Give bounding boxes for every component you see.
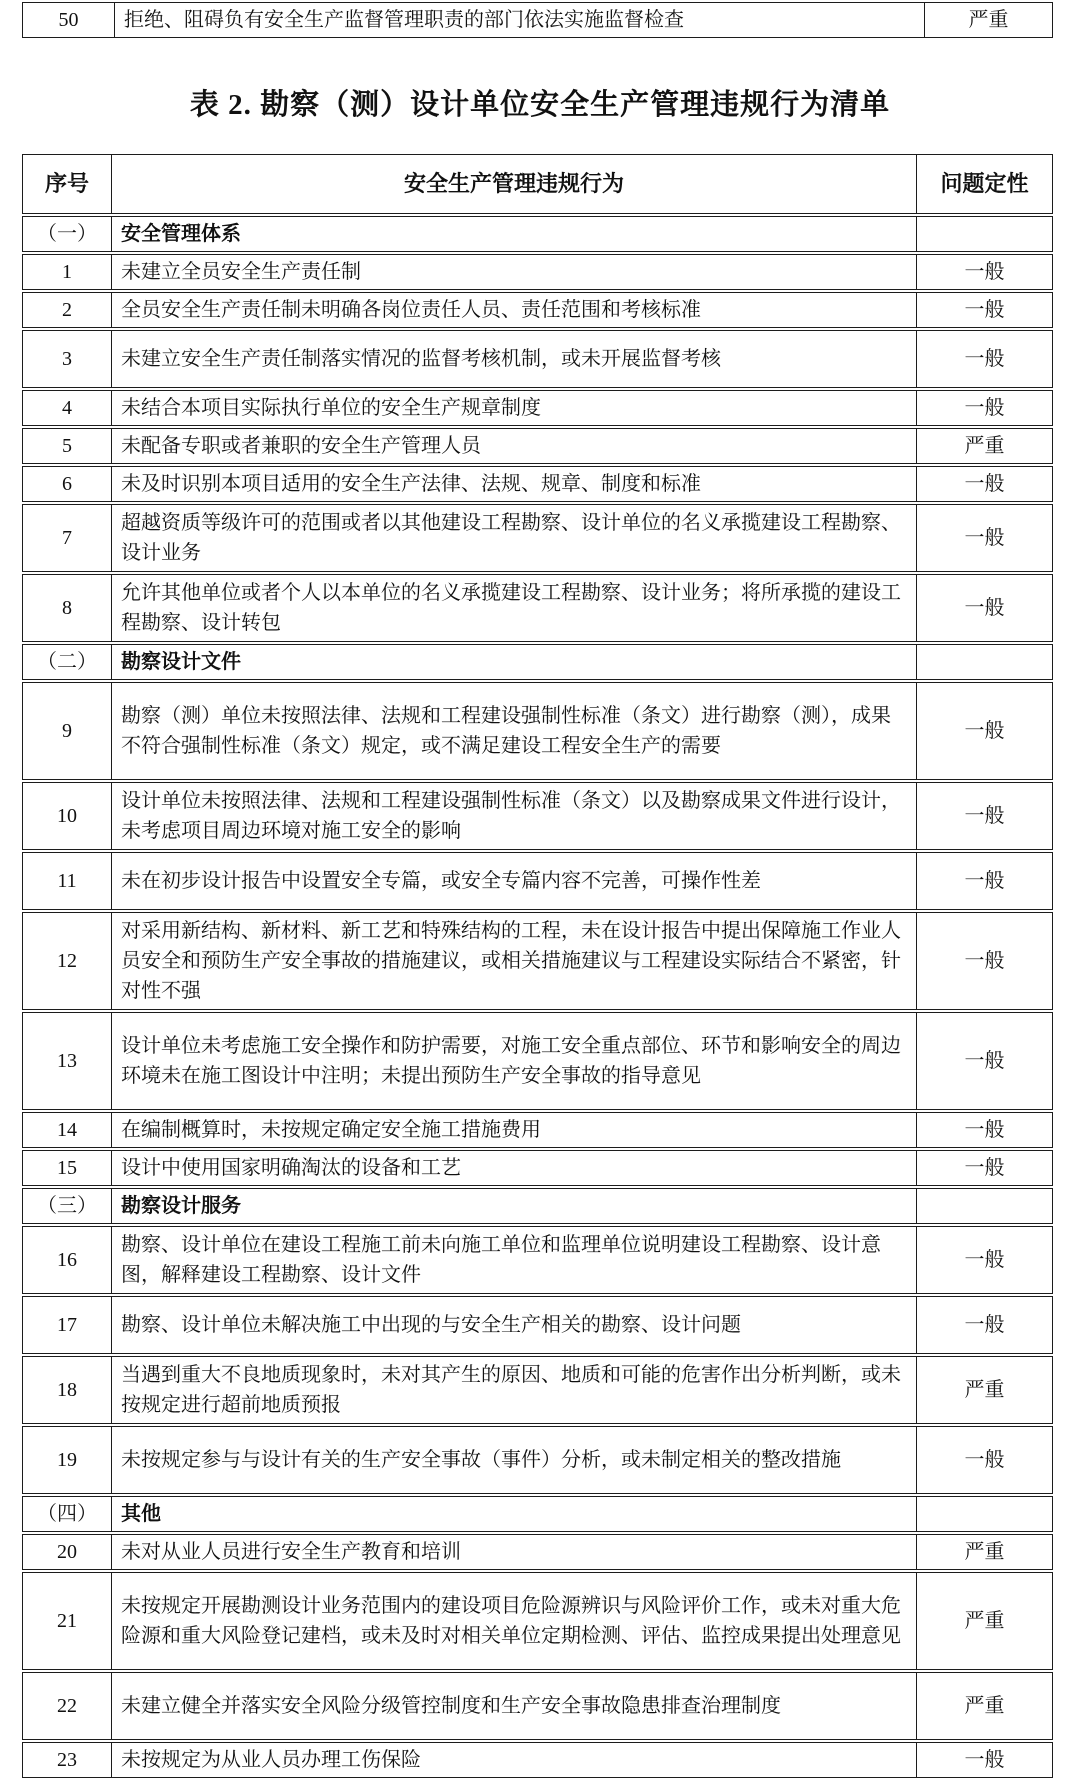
cell-violation: 全员安全生产责任制未明确各岗位责任人员、责任范围和考核标准 [112,292,917,328]
violations-table [22,152,1053,1780]
cell-seq: 8 [22,574,112,642]
cell-rating: 一般 [917,682,1053,780]
col-header-rating: 问题定性 [917,154,1053,214]
cell-violation: 超越资质等级许可的范围或者以其他建设工程勘察、设计单位的名义承揽建设工程勘察、设计业务 [112,504,917,572]
cell-violation: 勘察（测）单位未按照法律、法规和工程建设强制性标准（条文）进行勘察（测），成果不符合强制性标准（条文）规定，或不满足建设工程安全生产的需要 [112,682,917,780]
header-row [22,154,1053,214]
table1-last-row [22,2,1053,38]
cell-seq: 23 [22,1742,112,1778]
table-row [22,852,1053,910]
cell-seq: 18 [22,1356,112,1424]
cell-section-title: 其他 [112,1496,917,1532]
cell-rating: 一般 [917,852,1053,910]
cell-violation: 勘察、设计单位未解决施工中出现的与安全生产相关的勘察、设计问题 [112,1296,917,1354]
cell-rating [917,644,1053,680]
cell-violation: 未按规定参与与设计有关的生产安全事故（事件）分析，或未制定相关的整改措施 [112,1426,917,1494]
cell-rating: 一般 [917,782,1053,850]
col-header-violation: 安全生产管理违规行为 [112,154,917,214]
section-row [22,1188,1053,1224]
cell-seq: 4 [22,390,112,426]
cell-seq: 12 [22,912,112,1010]
cell-violation: 允许其他单位或者个人以本单位的名义承揽建设工程勘察、设计业务；将所承揽的建设工程勘察、设计转包 [112,574,917,642]
cell-rating: 一般 [917,1226,1053,1294]
cell-seq: 16 [22,1226,112,1294]
cell-seq: （二） [22,644,112,680]
cell-rating [917,216,1053,252]
cell-seq: 21 [22,1572,112,1670]
table-row [22,330,1053,388]
cell-rating: 严重 [917,428,1053,464]
cell-seq: 19 [22,1426,112,1494]
table-row [22,504,1053,572]
cell-violation: 未在初步设计报告中设置安全专篇，或安全专篇内容不完善，可操作性差 [112,852,917,910]
cell-rating: 严重 [917,1356,1053,1424]
cell-seq: 9 [22,682,112,780]
cell-rating: 一般 [917,1296,1053,1354]
cell-section-title: 勘察设计服务 [112,1188,917,1224]
cell-violation: 未及时识别本项目适用的安全生产法律、法规、规章、制度和标准 [112,466,917,502]
cell-rating: 严重 [917,1534,1053,1570]
cell-rating: 一般 [917,574,1053,642]
cell-rating: 一般 [917,466,1053,502]
page-title: 表 2. 勘察（测）设计单位安全生产管理违规行为清单 [189,89,891,121]
cell-violation: 设计单位未按照法律、法规和工程建设强制性标准（条文）以及勘察成果文件进行设计，未考虑项目周边环境对施工安全的影响 [112,782,917,850]
section-row [22,1496,1053,1532]
cell-violation: 拒绝、阻碍负有安全生产监督管理职责的部门依法实施监督检查 [115,2,925,38]
table-row [22,682,1053,780]
cell-seq: 3 [22,330,112,388]
cell-violation: 勘察、设计单位在建设工程施工前未向施工单位和监理单位说明建设工程勘察、设计意图，解释建设工程勘察、设计文件 [112,1226,917,1294]
cell-rating: 一般 [917,1426,1053,1494]
table-row [22,1226,1053,1294]
table1-last-row-table [22,0,1053,40]
violations-table-wrap [22,152,1053,1780]
table-row [22,292,1053,328]
cell-violation: 设计单位未考虑施工安全操作和防护需要，对施工安全重点部位、环节和影响安全的周边环境未在施工图设计中注明；未提出预防生产安全事故的指导意见 [112,1012,917,1110]
table-row [22,912,1053,1010]
table-row [22,1672,1053,1740]
cell-seq: （四） [22,1496,112,1532]
cell-rating: 一般 [917,292,1053,328]
table-row [22,1296,1053,1354]
table-row [22,1572,1053,1670]
cell-seq: 17 [22,1296,112,1354]
cell-violation: 在编制概算时，未按规定确定安全施工措施费用 [112,1112,917,1148]
cell-rating: 一般 [917,1150,1053,1186]
cell-seq: （三） [22,1188,112,1224]
cell-rating: 一般 [917,254,1053,290]
cell-seq: 5 [22,428,112,464]
col-header-seq: 序号 [22,154,112,214]
table-row [22,1112,1053,1148]
table-row [22,254,1053,290]
cell-rating: 一般 [917,504,1053,572]
table-row [22,1426,1053,1494]
cell-violation: 未结合本项目实际执行单位的安全生产规章制度 [112,390,917,426]
cell-rating: 一般 [917,1012,1053,1110]
cell-rating: 一般 [917,912,1053,1010]
cell-seq: 13 [22,1012,112,1110]
table-row [22,428,1053,464]
cell-seq: 2 [22,292,112,328]
section-row [22,216,1053,252]
cell-rating: 严重 [917,1672,1053,1740]
cell-rating: 严重 [925,2,1053,38]
table-row [22,1356,1053,1424]
cell-rating [917,1188,1053,1224]
cell-seq: 10 [22,782,112,850]
table-row [22,466,1053,502]
cell-violation: 未按规定开展勘测设计业务范围内的建设项目危险源辨识与风险评价工作，或未对重大危险源和重大风险登记建档，或未及时对相关单位定期检测、评估、监控成果提出处理意见 [112,1572,917,1670]
cell-section-title: 安全管理体系 [112,216,917,252]
cell-seq: 20 [22,1534,112,1570]
table-row [22,782,1053,850]
cell-seq: 1 [22,254,112,290]
cell-violation: 未建立健全并落实安全风险分级管控制度和生产安全事故隐患排查治理制度 [112,1672,917,1740]
cell-seq: 7 [22,504,112,572]
cell-violation: 未对从业人员进行安全生产教育和培训 [112,1534,917,1570]
cell-violation: 未建立全员安全生产责任制 [112,254,917,290]
table-row [22,574,1053,642]
table-row [22,1742,1053,1778]
table-row [22,1534,1053,1570]
cell-violation: 未按规定为从业人员办理工伤保险 [112,1742,917,1778]
cell-violation: 当遇到重大不良地质现象时，未对其产生的原因、地质和可能的危害作出分析判断，或未按规定进行超前地质预报 [112,1356,917,1424]
cell-rating: 一般 [917,1112,1053,1148]
cell-violation: 未配备专职或者兼职的安全生产管理人员 [112,428,917,464]
cell-section-title: 勘察设计文件 [112,644,917,680]
cell-violation: 对采用新结构、新材料、新工艺和特殊结构的工程，未在设计报告中提出保障施工作业人员安全和预防生产安全事故的措施建议，或相关措施建议与工程建设实际结合不紧密，针对性不强 [112,912,917,1010]
cell-seq: 22 [22,1672,112,1740]
cell-seq: 11 [22,852,112,910]
section-row [22,644,1053,680]
cell-violation: 未建立安全生产责任制落实情况的监督考核机制，或未开展监督考核 [112,330,917,388]
cell-seq: 6 [22,466,112,502]
cell-violation: 设计中使用国家明确淘汰的设备和工艺 [112,1150,917,1186]
table-row [22,1012,1053,1110]
cell-rating: 严重 [917,1572,1053,1670]
cell-seq: 15 [22,1150,112,1186]
previous-table-fragment [22,0,1053,40]
cell-rating: 一般 [917,1742,1053,1778]
cell-rating: 一般 [917,390,1053,426]
cell-rating: 一般 [917,330,1053,388]
table-row [22,1150,1053,1186]
cell-rating [917,1496,1053,1532]
cell-seq: （一） [22,216,112,252]
table-row [22,390,1053,426]
cell-seq: 50 [22,2,115,38]
cell-seq: 14 [22,1112,112,1148]
